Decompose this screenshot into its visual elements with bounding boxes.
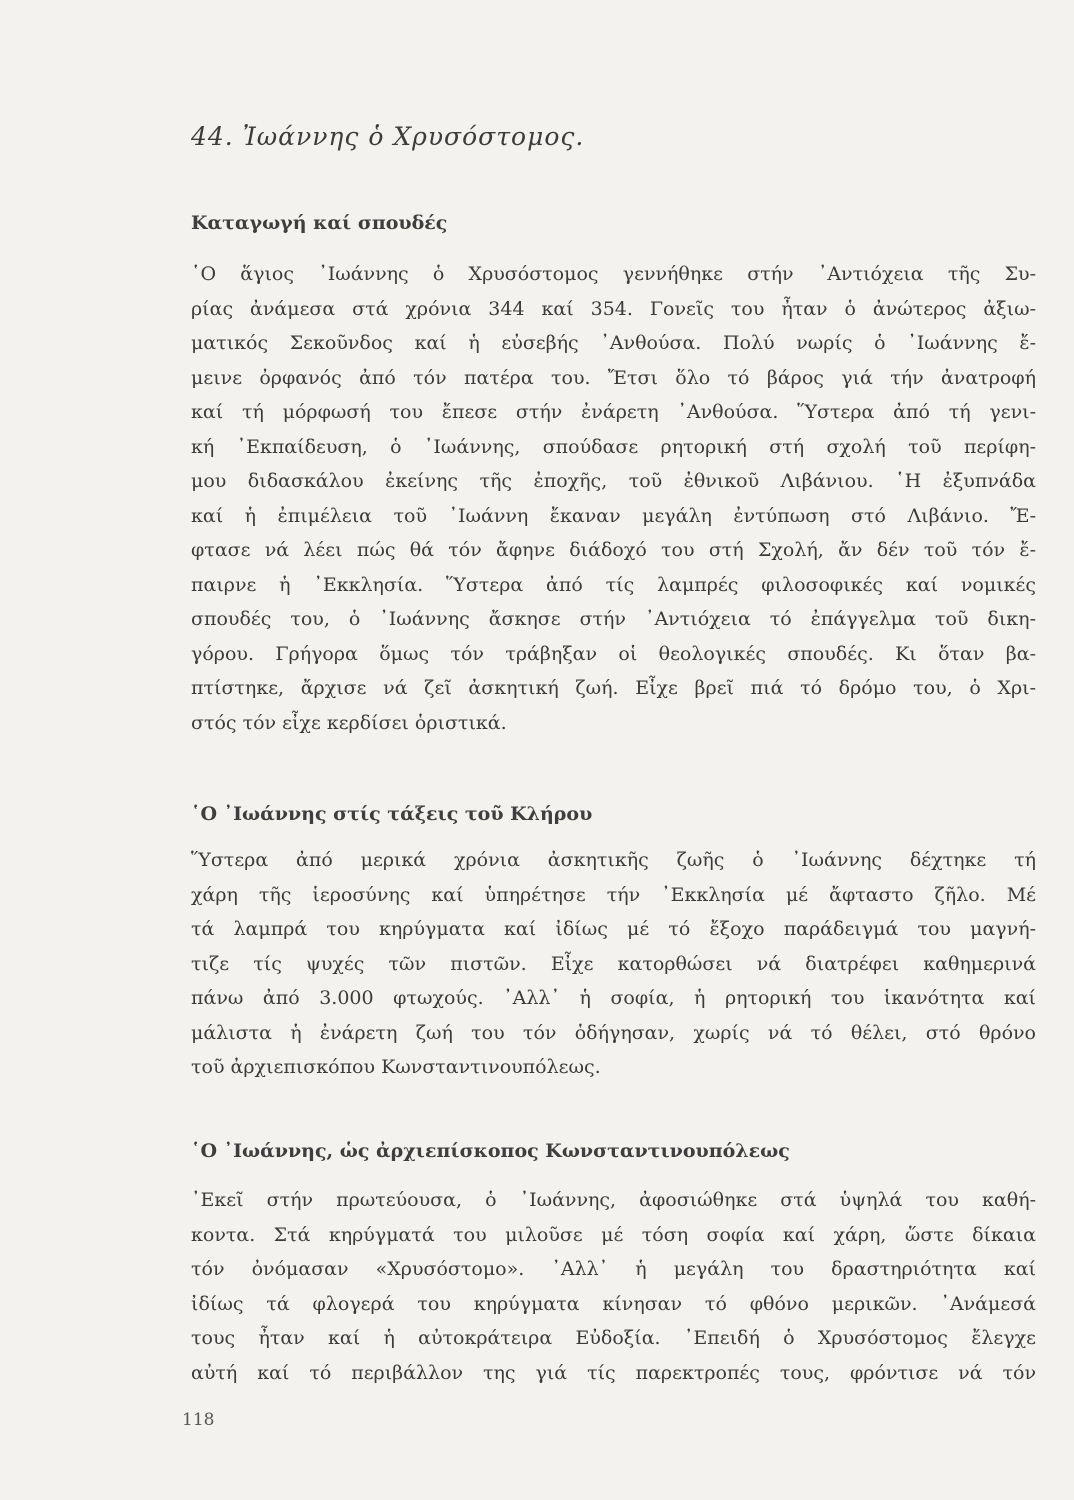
text-line: ῾Ο ἅγιος ᾿Ιωάννης ὁ Χρυσόστομος γεννήθηκε στήν ᾿Αντιόχεια τῆς Συ- — [191, 263, 1036, 285]
chapter-title: 44. Ἰωάννης ὁ Χρυσόστομος. — [191, 122, 585, 151]
text-line: μεινε ὀρφανός ἀπό τόν πατέρα του. Ἔτσι ὅλο τό βάρος γιά τήν ἀνατροφή — [191, 366, 1036, 389]
text-line: πάνω ἀπό 3.000 φτωχούς. ᾿Αλλ᾿ ἡ σοφία, ἡ ρητορική του ἱκανότητα καί — [191, 987, 1036, 1009]
text-line: τά λαμπρά του κηρύγματα καί ἰδίως μέ τό ἔξοχο παράδειγμά του μαγνή- — [191, 918, 1036, 940]
text-line: ρίας ἀνάμεσα στά χρόνια 344 καί 354. Γονεῖς του ἦταν ὁ ἀνώτερος ἀξιω- — [191, 297, 1036, 320]
text-line: τιζε τίς ψυχές τῶν πιστῶν. Εἶχε κατορθώσει νά διατρέφει καθημερινά — [191, 952, 1036, 975]
text-line: φτασε νά λέει πώς θά τόν ἄφηνε διάδοχό του στή Σχολή, ἄν δέν τοῦ τόν ἔ- — [191, 539, 1036, 561]
text-line: πτίστηκε, ἄρχισε νά ζεῖ ἀσκητική ζωή. Εἶχε βρεῖ πιά τό δρόμο του, ὁ Χρι- — [191, 677, 1036, 699]
text-line: μάλιστα ἡ ἐνάρετη ζωή του τόν ὁδήγησαν, χωρίς νά τό θέλει, στό θρόνο — [191, 1021, 1036, 1044]
text-line: αὐτή καί τό περιβάλλον της γιά τίς παρεκτροπές τους, φρόντισε νά τόν — [191, 1361, 1036, 1384]
section-heading-clergy: ῾Ο ᾿Ιωάννης στίς τάξεις τοῦ Κλήρου — [191, 803, 593, 825]
text-line: κή ᾿Εκπαίδευση, ὁ ᾿Ιωάννης, σπούδασε ρητορική στή σχολή τοῦ περίφη- — [191, 435, 1036, 458]
paragraph-archbishop — [191, 1183, 1036, 1390]
text-line: χάρη τῆς ἱεροσύνης καί ὑπηρέτησε τήν ᾿Εκκλησία μέ ἄφταστο ζῆλο. Μέ — [191, 883, 1036, 906]
text-line: γόρου. Γρήγορα ὅμως τόν τράβηξαν οἱ θεολογικές σπουδές. Κι ὅταν βα- — [191, 642, 1036, 665]
paragraph-clergy — [191, 843, 1036, 1085]
text-line: τόν ὀνόμασαν «Χρυσόστομο». ᾿Αλλ᾿ ἡ μεγάλη του δραστηριότητα καί — [191, 1258, 1036, 1280]
text-line: τους ἦταν καί ἡ αὐτοκράτειρα Εὐδοξία. ᾿Επειδή ὁ Χρυσόστομος ἔλεγχε — [191, 1327, 1036, 1349]
text-line: σπουδές του, ὁ ᾿Ιωάννης ἄσκησε στήν ᾿Αντιόχεια τό ἐπάγγελμα τοῦ δικη- — [191, 608, 1036, 630]
text-line: στός τόν εἶχε κερδίσει ὁριστικά. — [191, 711, 507, 734]
paragraph-origins — [191, 257, 1036, 740]
text-line: ματικός Σεκοῦνδος καί ἡ εὐσεβής ᾿Ανθούσα. Πολύ νωρίς ὁ ᾿Ιωάννης ἔ- — [191, 332, 1036, 354]
text-line: ἰδίως τά φλογερά του κηρύγματα κίνησαν τό φθόνο μερικῶν. ᾿Ανάμεσά — [191, 1292, 1036, 1315]
section-heading-archbishop: ῾Ο ᾿Ιωάννης, ὡς ἀρχιεπίσκοπος Κωνσταντινουπόλεως — [191, 1140, 790, 1162]
page-number: 118 — [182, 1410, 215, 1430]
text-line: παιρνε ἡ ᾿Εκκλησία. Ὕστερα ἀπό τίς λαμπρές φιλοσοφικές καί νομικές — [191, 573, 1036, 596]
text-line: καί τή μόρφωσή του ἔπεσε στήν ἐνάρετη ᾿Ανθούσα. Ὕστερα ἀπό τή γενι- — [191, 401, 1036, 423]
text-line: κοντα. Στά κηρύγματά του μιλοῦσε μέ τόση σοφία καί χάρη, ὥστε δίκαια — [191, 1223, 1036, 1246]
text-line: μου διδασκάλου ἐκείνης τῆς ἐποχῆς, τοῦ ἐθνικοῦ Λιβάνιου. ῾Η ἐξυπνάδα — [191, 470, 1036, 492]
text-line: τοῦ ἀρχιεπισκόπου Κωνσταντινουπόλεως. — [191, 1056, 601, 1078]
section-heading-origins: Καταγωγή καί σπουδές — [191, 212, 448, 234]
text-line: καί ἡ ἐπιμέλεια τοῦ ᾿Ιωάννη ἔκαναν μεγάλη ἐντύπωση στό Λιβάνιο. Ἔ- — [191, 504, 1036, 527]
text-line: ᾿Εκεῖ στήν πρωτεύουσα, ὁ ᾿Ιωάννης, ἀφοσιώθηκε στά ὑψηλά του καθή- — [191, 1189, 1036, 1211]
text-line: Ὕστερα ἀπό μερικά χρόνια ἀσκητικῆς ζωῆς ὁ ᾿Ιωάννης δέχτηκε τή — [191, 849, 1036, 871]
